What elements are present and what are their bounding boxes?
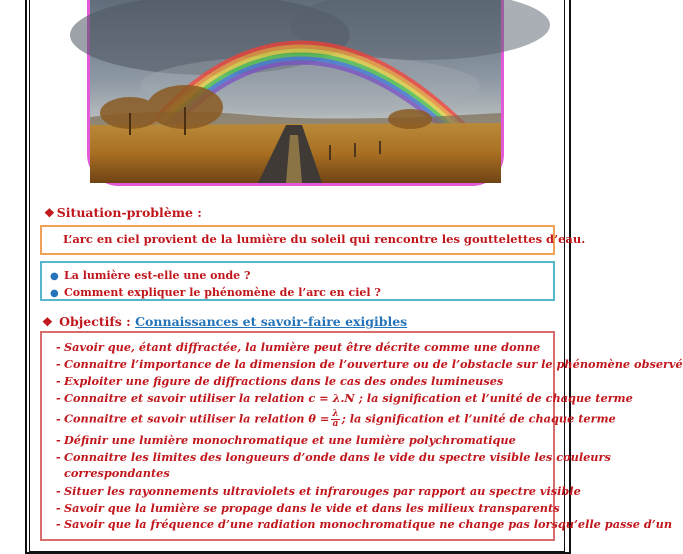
rainbow-landscape-photo bbox=[87, 0, 504, 186]
diamond-bullet-icon: ❖ bbox=[44, 206, 55, 220]
situation-heading bbox=[44, 205, 202, 220]
objective-item: - Situer les rayonnements ultraviolets et infrarouges par rapport au spectre visible bbox=[56, 484, 581, 498]
objective-item: - Définir une lumière monochromatique et une lumière polychromatique bbox=[56, 433, 516, 447]
diamond-bullet-icon: ❖ bbox=[42, 315, 53, 329]
situation-heading-text: Situation-problème : bbox=[56, 205, 202, 220]
objective-item-continuation: correspondantes bbox=[64, 466, 170, 480]
situation-text: L’arc en ciel provient de la lumière du soleil qui rencontre les gouttelettes d’eau. bbox=[63, 232, 586, 246]
rainbow-landscape-image bbox=[90, 0, 501, 183]
lambda-over-a-fraction: $\frac{\lambda}{a}$ bbox=[332, 409, 339, 429]
objective-item: - Savoir que la fréquence d’une radiation monochromatique ne change pas lorsqu’elle passe d’un bbox=[56, 517, 673, 531]
objective-item: - Connaitre les limites des longueurs d’onde dans le vide du spectre visible les couleurs bbox=[56, 450, 611, 464]
objective-item: - Connaitre et savoir utiliser la relation c = λ.N ; la signification et l’unité de chaque terme bbox=[56, 391, 633, 405]
objective-item: - Exploiter une figure de diffractions dans le cas des ondes lumineuses bbox=[56, 374, 504, 388]
question-item bbox=[50, 286, 381, 299]
question-text: Comment expliquer le phénomène de l’arc en ciel ? bbox=[64, 286, 381, 299]
objectifs-heading bbox=[42, 314, 407, 329]
objective-item: - Savoir que la lumière se propage dans le vide et dans les milieux transparents bbox=[56, 501, 560, 515]
bullet-icon: ● bbox=[50, 271, 59, 282]
objectifs-subheading: Connaissances et savoir-faire exigibles bbox=[135, 314, 408, 329]
objectifs-heading-text: Objectifs : bbox=[59, 314, 131, 329]
objective-item: - Savoir que, étant diffractée, la lumière peut être décrite comme une donne bbox=[56, 340, 541, 354]
question-text: La lumière est-elle une onde ? bbox=[64, 269, 251, 282]
objective-item: - Connaitre l’importance de la dimension de l’ouverture ou de l’obstacle sur le phénomène observé bbox=[56, 357, 683, 371]
question-item bbox=[50, 269, 250, 282]
objective-item: - Connaitre et savoir utiliser la relation θ = $\frac{\lambda}{a}$ ; la signification et l’unité de chaque terme bbox=[56, 409, 616, 429]
bullet-icon: ● bbox=[50, 288, 59, 299]
